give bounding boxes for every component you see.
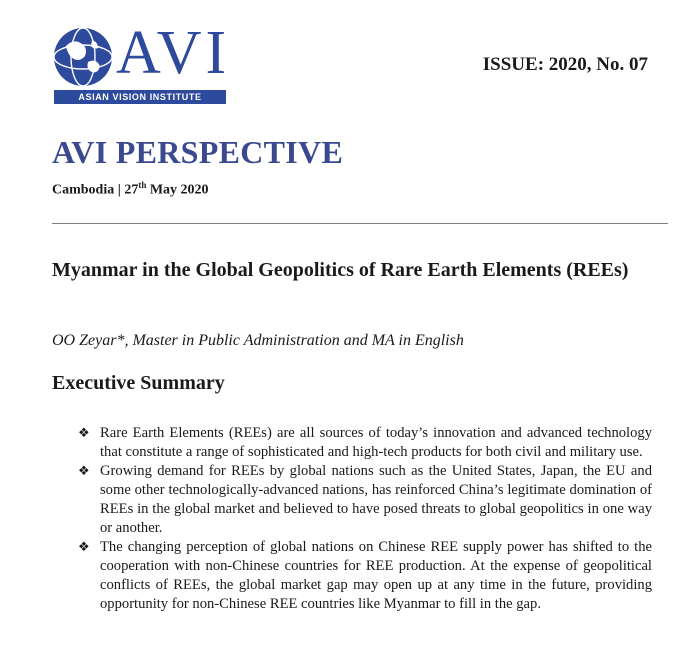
list-item [78,462,652,538]
dateline-location: Cambodia | 27 [52,182,139,198]
avi-logo [52,19,232,106]
dateline-date: May 2020 [146,182,209,198]
author-line: OO Zeyar*, Master in Public Administration and MA in English [52,332,464,349]
issue-number: ISSUE: 2020, No. 07 [482,54,648,75]
logo-tagline: ASIAN VISION INSTITUTE [54,90,226,104]
summary-list [78,424,652,614]
diamond-bullet-icon: ❖ [78,540,90,555]
article-title: Myanmar in the Global Geopolitics of Rare Earth Elements (REEs) [52,259,629,281]
series-title: AVI PERSPECTIVE [52,134,344,170]
list-item-text: The changing perception of global nations on Chinese REE supply power has shifted to the cooperation with non-Chinese countries for REE production. At the expense of geopolitical conflicts of REEs, the global market gap may open up at any time in the future, providing opportunity for non-Chinese REE countries like Myanmar to fill in the gap. [100,539,652,612]
section-heading: Executive Summary [52,372,225,394]
divider [52,223,668,224]
list-item-text: Growing demand for REEs by global nations such as the United States, Japan, the EU and some other technologically-advanced nations, has reinforced China’s legitimate domination of REEs in the global market and believed to have posed threats to global geopolitics in one way or another. [100,463,652,536]
list-item [78,424,652,462]
list-item [78,538,652,614]
diamond-bullet-icon: ❖ [78,426,90,441]
globe-icon [52,26,114,88]
diamond-bullet-icon: ❖ [78,464,90,479]
dateline [52,180,209,199]
list-item-text: Rare Earth Elements (REEs) are all sources of today’s innovation and advanced technology that constitute a range of sophisticated and high-tech products for both civil and military use. [100,425,652,460]
dateline-ordinal: th [138,180,147,190]
logo-wordmark: AVI [116,19,231,87]
